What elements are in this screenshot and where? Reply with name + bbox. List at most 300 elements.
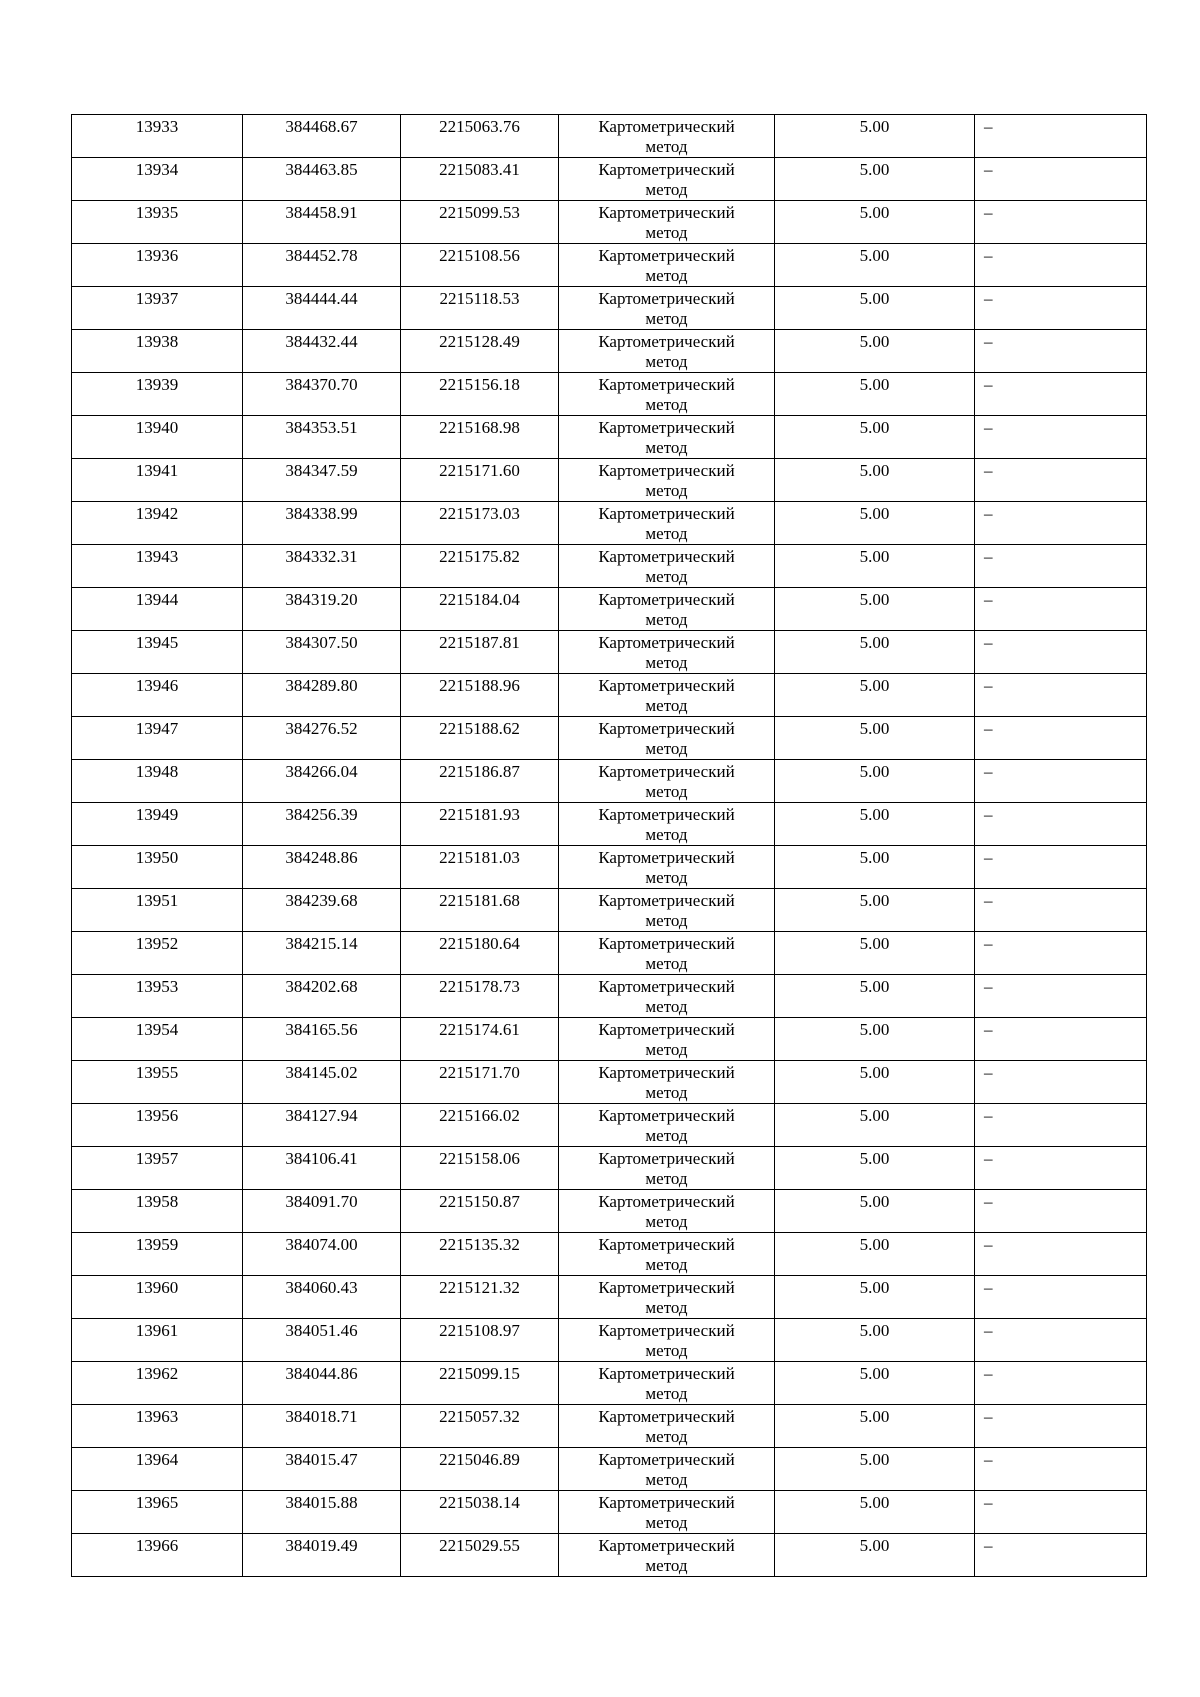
accuracy-cell: 5.00 [775, 674, 975, 717]
method-line-1: Картометрический [598, 332, 735, 351]
y-coordinate-cell: 2215063.76 [401, 115, 559, 158]
note-cell: – [975, 330, 1147, 373]
note-cell: – [975, 803, 1147, 846]
method-line-1: Картометрический [598, 375, 735, 394]
point-number-cell: 13954 [72, 1018, 243, 1061]
note-cell: – [975, 115, 1147, 158]
table-row [72, 631, 1147, 674]
accuracy-cell: 5.00 [775, 1104, 975, 1147]
y-coordinate-cell: 2215128.49 [401, 330, 559, 373]
note-cell: – [975, 1190, 1147, 1233]
method-line-1: Картометрический [598, 203, 735, 222]
x-coordinate-cell: 384338.99 [243, 502, 401, 545]
table-row [72, 1061, 1147, 1104]
x-coordinate-cell: 384248.86 [243, 846, 401, 889]
point-number-cell: 13958 [72, 1190, 243, 1233]
accuracy-cell: 5.00 [775, 932, 975, 975]
method-line-2: метод [645, 1083, 688, 1102]
note-cell: – [975, 846, 1147, 889]
point-number-cell: 13949 [72, 803, 243, 846]
note-cell: – [975, 1276, 1147, 1319]
method-cell [559, 846, 775, 889]
note-cell: – [975, 975, 1147, 1018]
y-coordinate-cell: 2215180.64 [401, 932, 559, 975]
point-number-cell: 13935 [72, 201, 243, 244]
method-cell [559, 1233, 775, 1276]
method-cell [559, 1405, 775, 1448]
method-cell [559, 717, 775, 760]
table-row [72, 330, 1147, 373]
method-line-1: Картометрический [598, 1063, 735, 1082]
method-cell [559, 287, 775, 330]
note-cell: – [975, 502, 1147, 545]
note-cell: – [975, 158, 1147, 201]
y-coordinate-cell: 2215181.03 [401, 846, 559, 889]
x-coordinate-cell: 384018.71 [243, 1405, 401, 1448]
accuracy-cell: 5.00 [775, 244, 975, 287]
note-cell: – [975, 1018, 1147, 1061]
table-row [72, 158, 1147, 201]
x-coordinate-cell: 384256.39 [243, 803, 401, 846]
table-row [72, 803, 1147, 846]
y-coordinate-cell: 2215187.81 [401, 631, 559, 674]
note-cell: – [975, 760, 1147, 803]
point-number-cell: 13939 [72, 373, 243, 416]
table-row [72, 287, 1147, 330]
x-coordinate-cell: 384463.85 [243, 158, 401, 201]
method-cell [559, 502, 775, 545]
y-coordinate-cell: 2215150.87 [401, 1190, 559, 1233]
point-number-cell: 13957 [72, 1147, 243, 1190]
table-row [72, 1319, 1147, 1362]
table-row [72, 373, 1147, 416]
method-line-1: Картометрический [598, 289, 735, 308]
y-coordinate-cell: 2215188.96 [401, 674, 559, 717]
table-row [72, 244, 1147, 287]
accuracy-cell: 5.00 [775, 1061, 975, 1104]
accuracy-cell: 5.00 [775, 975, 975, 1018]
note-cell: – [975, 459, 1147, 502]
point-number-cell: 13965 [72, 1491, 243, 1534]
method-cell [559, 201, 775, 244]
method-cell [559, 588, 775, 631]
x-coordinate-cell: 384452.78 [243, 244, 401, 287]
method-cell [559, 803, 775, 846]
table-row [72, 717, 1147, 760]
accuracy-cell: 5.00 [775, 201, 975, 244]
method-line-2: метод [645, 1298, 688, 1317]
y-coordinate-cell: 2215135.32 [401, 1233, 559, 1276]
note-cell: – [975, 373, 1147, 416]
note-cell: – [975, 889, 1147, 932]
y-coordinate-cell: 2215038.14 [401, 1491, 559, 1534]
x-coordinate-cell: 384353.51 [243, 416, 401, 459]
x-coordinate-cell: 384074.00 [243, 1233, 401, 1276]
method-line-2: метод [645, 610, 688, 629]
method-line-1: Картометрический [598, 676, 735, 695]
method-cell [559, 1276, 775, 1319]
method-cell [559, 1104, 775, 1147]
y-coordinate-cell: 2215029.55 [401, 1534, 559, 1577]
x-coordinate-cell: 384145.02 [243, 1061, 401, 1104]
y-coordinate-cell: 2215186.87 [401, 760, 559, 803]
note-cell: – [975, 1491, 1147, 1534]
y-coordinate-cell: 2215083.41 [401, 158, 559, 201]
method-line-2: метод [645, 223, 688, 242]
note-cell: – [975, 1319, 1147, 1362]
table-row [72, 1534, 1147, 1577]
method-line-1: Картометрический [598, 160, 735, 179]
accuracy-cell: 5.00 [775, 459, 975, 502]
method-line-1: Картометрический [598, 1235, 735, 1254]
method-line-1: Картометрический [598, 418, 735, 437]
table-row [72, 1405, 1147, 1448]
point-number-cell: 13934 [72, 158, 243, 201]
x-coordinate-cell: 384370.70 [243, 373, 401, 416]
method-cell [559, 115, 775, 158]
table-row [72, 1147, 1147, 1190]
method-cell [559, 889, 775, 932]
y-coordinate-cell: 2215174.61 [401, 1018, 559, 1061]
table-row [72, 502, 1147, 545]
note-cell: – [975, 545, 1147, 588]
method-line-1: Картометрический [598, 504, 735, 523]
table-row [72, 1276, 1147, 1319]
method-cell [559, 416, 775, 459]
y-coordinate-cell: 2215188.62 [401, 717, 559, 760]
point-number-cell: 13951 [72, 889, 243, 932]
x-coordinate-cell: 384015.47 [243, 1448, 401, 1491]
method-cell [559, 760, 775, 803]
method-line-1: Картометрический [598, 590, 735, 609]
method-line-2: метод [645, 911, 688, 930]
y-coordinate-cell: 2215118.53 [401, 287, 559, 330]
method-cell [559, 1448, 775, 1491]
method-line-2: метод [645, 180, 688, 199]
method-line-2: метод [645, 653, 688, 672]
table-row [72, 932, 1147, 975]
method-line-2: метод [645, 1126, 688, 1145]
x-coordinate-cell: 384106.41 [243, 1147, 401, 1190]
y-coordinate-cell: 2215171.60 [401, 459, 559, 502]
x-coordinate-cell: 384432.44 [243, 330, 401, 373]
method-cell [559, 158, 775, 201]
y-coordinate-cell: 2215173.03 [401, 502, 559, 545]
note-cell: – [975, 287, 1147, 330]
note-cell: – [975, 1534, 1147, 1577]
method-line-1: Картометрический [598, 1020, 735, 1039]
method-line-2: метод [645, 266, 688, 285]
accuracy-cell: 5.00 [775, 846, 975, 889]
note-cell: – [975, 1104, 1147, 1147]
table-row [72, 201, 1147, 244]
point-number-cell: 13944 [72, 588, 243, 631]
y-coordinate-cell: 2215166.02 [401, 1104, 559, 1147]
accuracy-cell: 5.00 [775, 1233, 975, 1276]
accuracy-cell: 5.00 [775, 760, 975, 803]
note-cell: – [975, 674, 1147, 717]
x-coordinate-cell: 384319.20 [243, 588, 401, 631]
method-line-1: Картометрический [598, 1407, 735, 1426]
point-number-cell: 13959 [72, 1233, 243, 1276]
accuracy-cell: 5.00 [775, 803, 975, 846]
method-cell [559, 1147, 775, 1190]
accuracy-cell: 5.00 [775, 1491, 975, 1534]
method-line-1: Картометрический [598, 848, 735, 867]
method-cell [559, 330, 775, 373]
table-row [72, 674, 1147, 717]
y-coordinate-cell: 2215046.89 [401, 1448, 559, 1491]
point-number-cell: 13961 [72, 1319, 243, 1362]
x-coordinate-cell: 384289.80 [243, 674, 401, 717]
table-row [72, 115, 1147, 158]
table-row [72, 760, 1147, 803]
method-cell [559, 545, 775, 588]
method-cell [559, 1061, 775, 1104]
y-coordinate-cell: 2215158.06 [401, 1147, 559, 1190]
method-line-2: метод [645, 1427, 688, 1446]
y-coordinate-cell: 2215121.32 [401, 1276, 559, 1319]
method-cell [559, 244, 775, 287]
method-line-2: метод [645, 954, 688, 973]
method-line-1: Картометрический [598, 719, 735, 738]
x-coordinate-cell: 384044.86 [243, 1362, 401, 1405]
note-cell: – [975, 1405, 1147, 1448]
y-coordinate-cell: 2215156.18 [401, 373, 559, 416]
method-line-1: Картометрический [598, 805, 735, 824]
accuracy-cell: 5.00 [775, 502, 975, 545]
x-coordinate-cell: 384332.31 [243, 545, 401, 588]
y-coordinate-cell: 2215171.70 [401, 1061, 559, 1104]
method-cell [559, 975, 775, 1018]
point-number-cell: 13953 [72, 975, 243, 1018]
method-line-1: Картометрический [598, 1192, 735, 1211]
method-cell [559, 674, 775, 717]
point-number-cell: 13956 [72, 1104, 243, 1147]
table-row [72, 975, 1147, 1018]
accuracy-cell: 5.00 [775, 1362, 975, 1405]
accuracy-cell: 5.00 [775, 889, 975, 932]
method-line-2: метод [645, 1341, 688, 1360]
method-line-2: метод [645, 524, 688, 543]
method-line-2: метод [645, 782, 688, 801]
table-row [72, 1018, 1147, 1061]
method-cell [559, 1491, 775, 1534]
note-cell: – [975, 932, 1147, 975]
note-cell: – [975, 631, 1147, 674]
point-number-cell: 13948 [72, 760, 243, 803]
note-cell: – [975, 1362, 1147, 1405]
accuracy-cell: 5.00 [775, 1147, 975, 1190]
method-line-1: Картометрический [598, 891, 735, 910]
accuracy-cell: 5.00 [775, 545, 975, 588]
accuracy-cell: 5.00 [775, 588, 975, 631]
method-cell [559, 1018, 775, 1061]
table-row [72, 545, 1147, 588]
table-row [72, 1491, 1147, 1534]
point-number-cell: 13952 [72, 932, 243, 975]
method-line-1: Картометрический [598, 977, 735, 996]
method-line-2: метод [645, 739, 688, 758]
table-row [72, 588, 1147, 631]
coordinates-table-body [72, 115, 1147, 1577]
x-coordinate-cell: 384276.52 [243, 717, 401, 760]
accuracy-cell: 5.00 [775, 1534, 975, 1577]
y-coordinate-cell: 2215181.93 [401, 803, 559, 846]
method-cell [559, 932, 775, 975]
x-coordinate-cell: 384019.49 [243, 1534, 401, 1577]
point-number-cell: 13945 [72, 631, 243, 674]
method-line-1: Картометрический [598, 1149, 735, 1168]
method-line-1: Картометрический [598, 461, 735, 480]
point-number-cell: 13941 [72, 459, 243, 502]
x-coordinate-cell: 384015.88 [243, 1491, 401, 1534]
table-row [72, 1448, 1147, 1491]
accuracy-cell: 5.00 [775, 1319, 975, 1362]
point-number-cell: 13940 [72, 416, 243, 459]
point-number-cell: 13962 [72, 1362, 243, 1405]
x-coordinate-cell: 384215.14 [243, 932, 401, 975]
table-row [72, 416, 1147, 459]
method-cell [559, 1362, 775, 1405]
method-line-2: метод [645, 438, 688, 457]
x-coordinate-cell: 384444.44 [243, 287, 401, 330]
table-row [72, 1362, 1147, 1405]
method-line-2: метод [645, 997, 688, 1016]
note-cell: – [975, 588, 1147, 631]
point-number-cell: 13955 [72, 1061, 243, 1104]
method-line-1: Картометрический [598, 117, 735, 136]
note-cell: – [975, 1233, 1147, 1276]
x-coordinate-cell: 384051.46 [243, 1319, 401, 1362]
x-coordinate-cell: 384127.94 [243, 1104, 401, 1147]
x-coordinate-cell: 384239.68 [243, 889, 401, 932]
method-line-2: метод [645, 825, 688, 844]
accuracy-cell: 5.00 [775, 158, 975, 201]
x-coordinate-cell: 384468.67 [243, 115, 401, 158]
table-row [72, 1104, 1147, 1147]
point-number-cell: 13947 [72, 717, 243, 760]
note-cell: – [975, 1061, 1147, 1104]
method-line-2: метод [645, 1255, 688, 1274]
table-row [72, 459, 1147, 502]
method-cell [559, 459, 775, 502]
x-coordinate-cell: 384091.70 [243, 1190, 401, 1233]
accuracy-cell: 5.00 [775, 287, 975, 330]
point-number-cell: 13964 [72, 1448, 243, 1491]
note-cell: – [975, 1448, 1147, 1491]
method-cell [559, 373, 775, 416]
y-coordinate-cell: 2215057.32 [401, 1405, 559, 1448]
y-coordinate-cell: 2215184.04 [401, 588, 559, 631]
table-row [72, 846, 1147, 889]
point-number-cell: 13936 [72, 244, 243, 287]
accuracy-cell: 5.00 [775, 1448, 975, 1491]
accuracy-cell: 5.00 [775, 1190, 975, 1233]
note-cell: – [975, 1147, 1147, 1190]
method-line-1: Картометрический [598, 547, 735, 566]
point-number-cell: 13942 [72, 502, 243, 545]
method-line-2: метод [645, 137, 688, 156]
note-cell: – [975, 244, 1147, 287]
method-line-2: метод [645, 567, 688, 586]
method-line-2: метод [645, 352, 688, 371]
x-coordinate-cell: 384060.43 [243, 1276, 401, 1319]
point-number-cell: 13943 [72, 545, 243, 588]
table-row [72, 1190, 1147, 1233]
method-cell [559, 1190, 775, 1233]
method-line-2: метод [645, 1384, 688, 1403]
accuracy-cell: 5.00 [775, 1405, 975, 1448]
method-line-1: Картометрический [598, 633, 735, 652]
accuracy-cell: 5.00 [775, 330, 975, 373]
x-coordinate-cell: 384165.56 [243, 1018, 401, 1061]
method-line-2: метод [645, 696, 688, 715]
point-number-cell: 13950 [72, 846, 243, 889]
accuracy-cell: 5.00 [775, 631, 975, 674]
point-number-cell: 13937 [72, 287, 243, 330]
method-line-2: метод [645, 1040, 688, 1059]
method-line-1: Картометрический [598, 1364, 735, 1383]
method-line-1: Картометрический [598, 762, 735, 781]
y-coordinate-cell: 2215181.68 [401, 889, 559, 932]
accuracy-cell: 5.00 [775, 1018, 975, 1061]
method-line-2: метод [645, 868, 688, 887]
point-number-cell: 13946 [72, 674, 243, 717]
method-line-2: метод [645, 1470, 688, 1489]
method-line-2: метод [645, 481, 688, 500]
method-line-2: метод [645, 1169, 688, 1188]
method-line-1: Картометрический [598, 1450, 735, 1469]
y-coordinate-cell: 2215099.15 [401, 1362, 559, 1405]
method-cell [559, 1319, 775, 1362]
method-line-1: Картометрический [598, 934, 735, 953]
method-line-1: Картометрический [598, 1278, 735, 1297]
point-number-cell: 13933 [72, 115, 243, 158]
method-cell [559, 631, 775, 674]
y-coordinate-cell: 2215108.97 [401, 1319, 559, 1362]
y-coordinate-cell: 2215099.53 [401, 201, 559, 244]
x-coordinate-cell: 384266.04 [243, 760, 401, 803]
method-line-2: метод [645, 395, 688, 414]
x-coordinate-cell: 384202.68 [243, 975, 401, 1018]
method-line-2: метод [645, 1556, 688, 1575]
accuracy-cell: 5.00 [775, 373, 975, 416]
y-coordinate-cell: 2215175.82 [401, 545, 559, 588]
method-line-2: метод [645, 309, 688, 328]
method-line-1: Картометрический [598, 1106, 735, 1125]
accuracy-cell: 5.00 [775, 416, 975, 459]
accuracy-cell: 5.00 [775, 1276, 975, 1319]
note-cell: – [975, 201, 1147, 244]
note-cell: – [975, 416, 1147, 459]
accuracy-cell: 5.00 [775, 717, 975, 760]
point-number-cell: 13938 [72, 330, 243, 373]
point-number-cell: 13966 [72, 1534, 243, 1577]
accuracy-cell: 5.00 [775, 115, 975, 158]
point-number-cell: 13960 [72, 1276, 243, 1319]
point-number-cell: 13963 [72, 1405, 243, 1448]
coordinates-table [71, 114, 1147, 1577]
method-line-2: метод [645, 1212, 688, 1231]
x-coordinate-cell: 384307.50 [243, 631, 401, 674]
method-line-1: Картометрический [598, 1536, 735, 1555]
x-coordinate-cell: 384347.59 [243, 459, 401, 502]
method-line-1: Картометрический [598, 246, 735, 265]
table-row [72, 889, 1147, 932]
y-coordinate-cell: 2215178.73 [401, 975, 559, 1018]
y-coordinate-cell: 2215108.56 [401, 244, 559, 287]
